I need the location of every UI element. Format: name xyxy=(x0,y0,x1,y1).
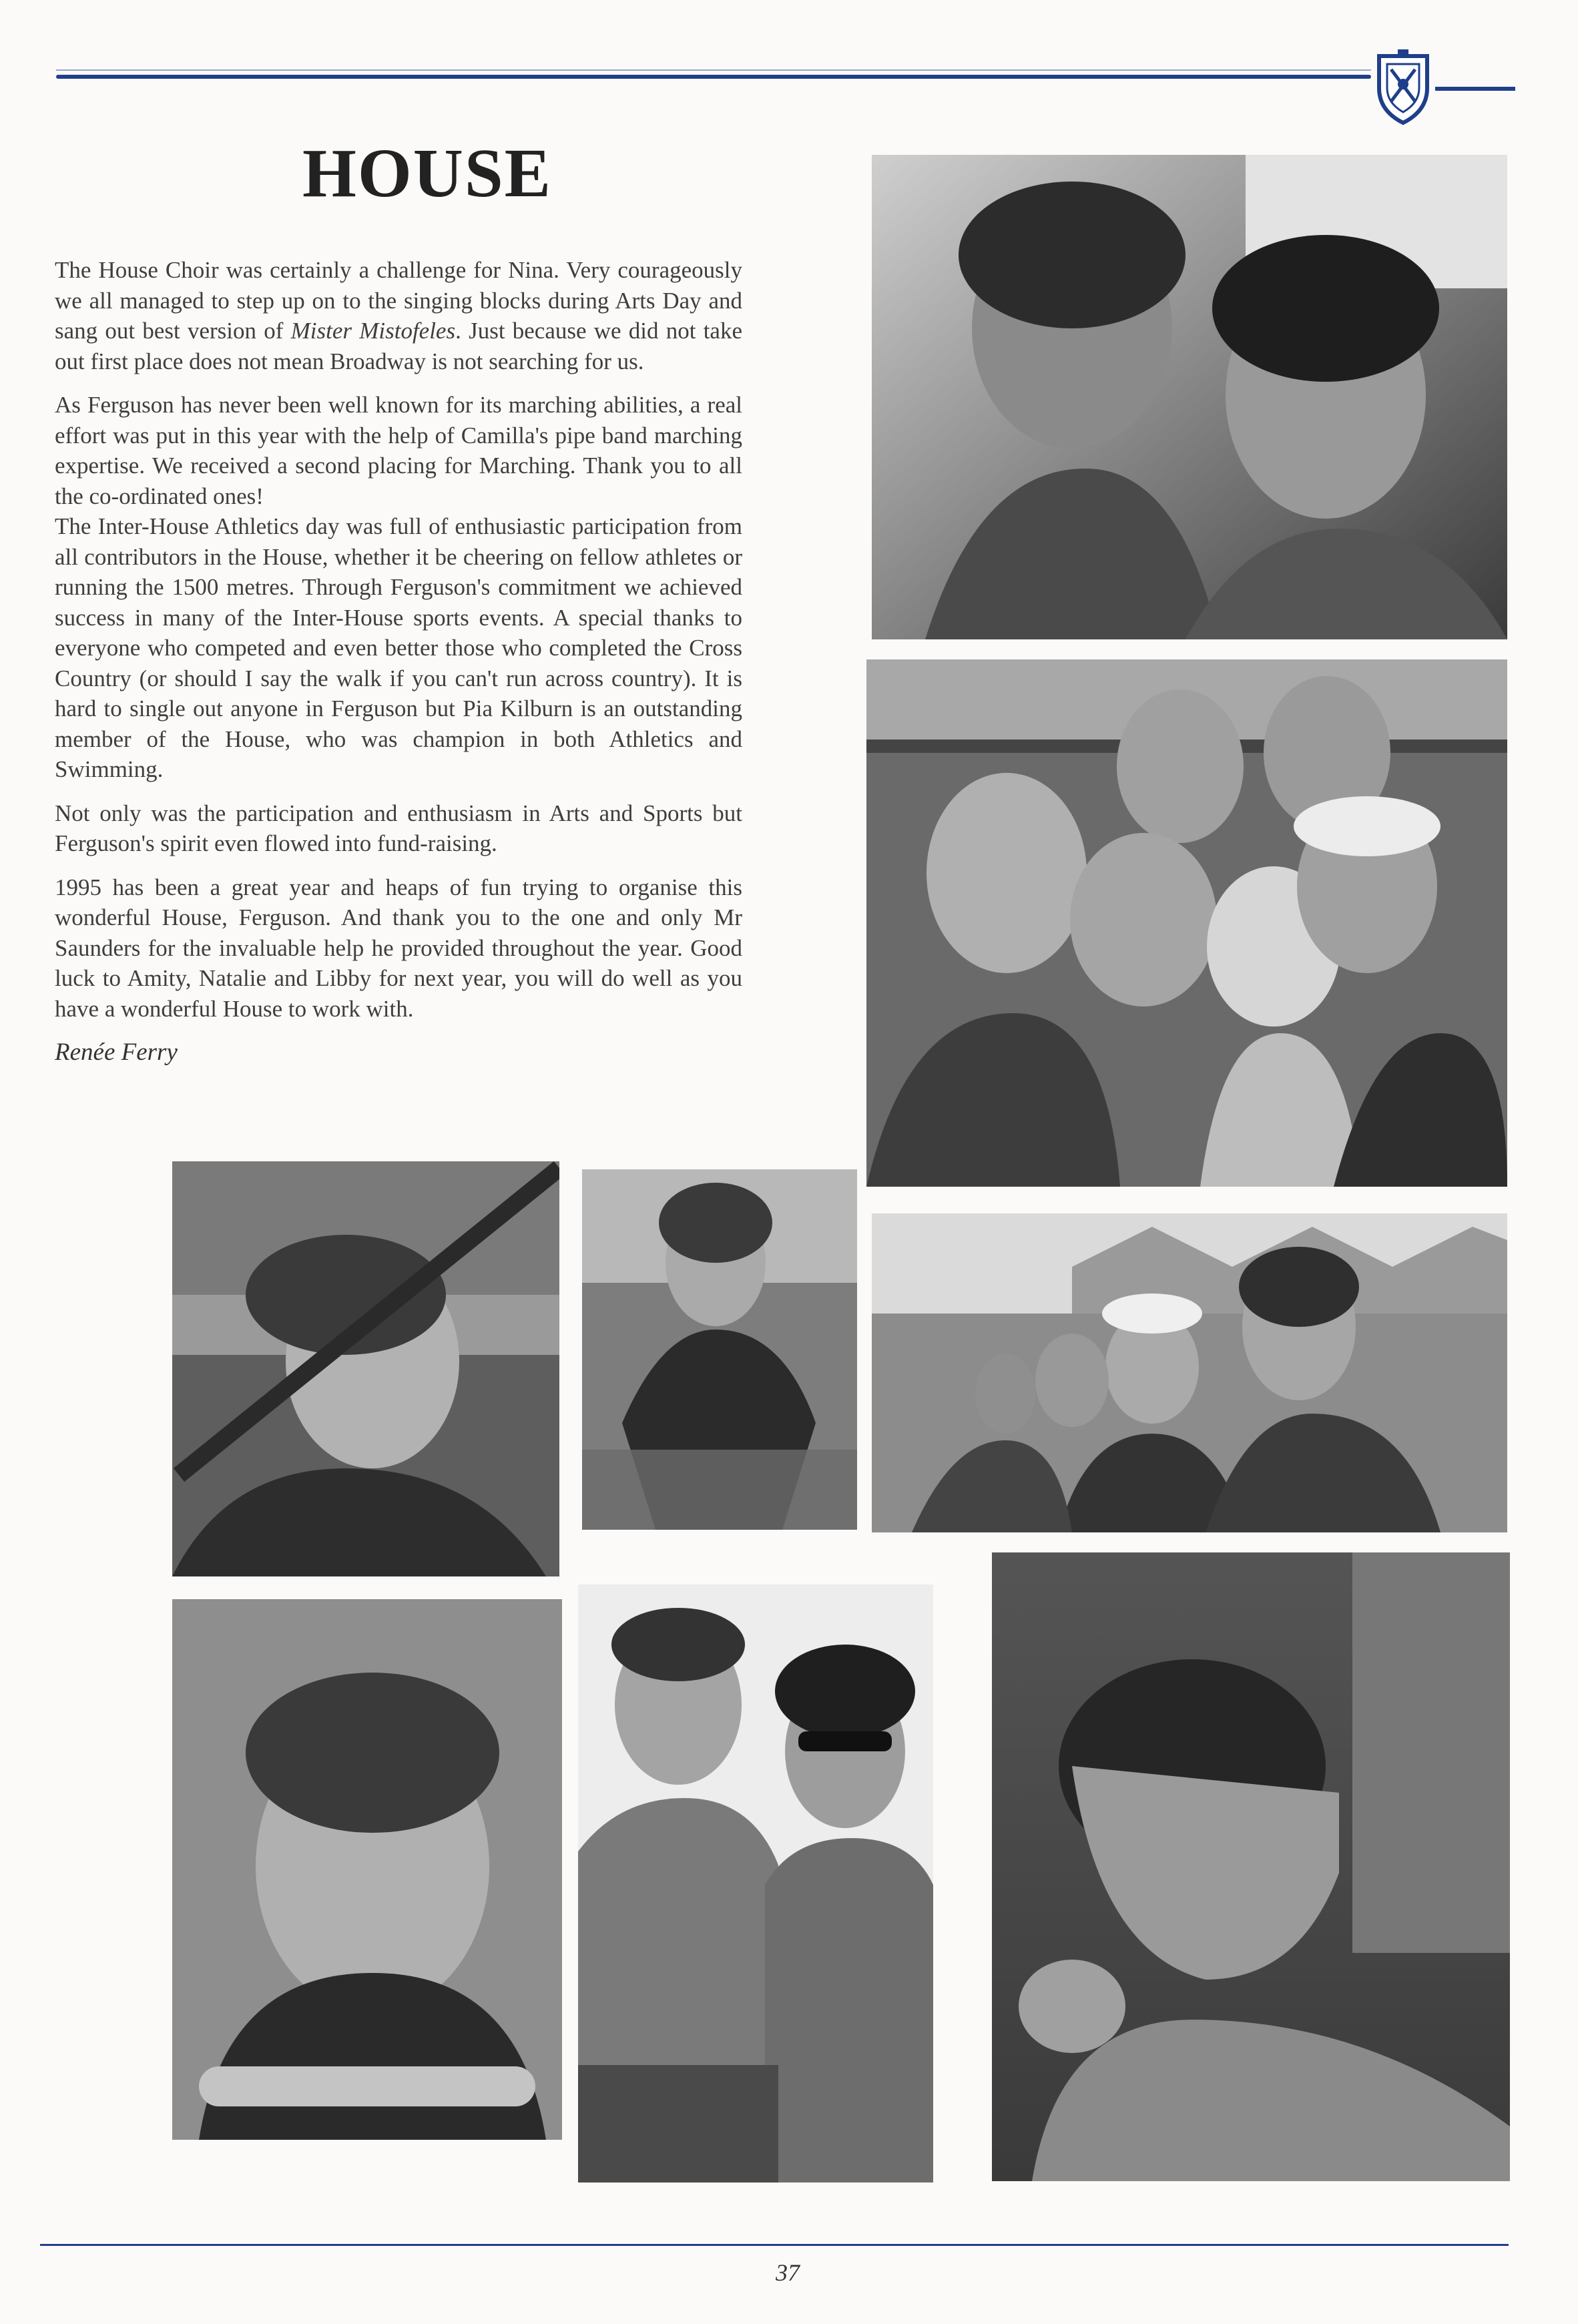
header-rule-right xyxy=(1435,87,1515,91)
photo-swimmer-closeup xyxy=(992,1552,1510,2181)
page-number: 37 xyxy=(776,2259,800,2286)
paragraph-marching: As Ferguson has never been well known for its marching abilities, a real effort was put in this year with the help of Camilla's pipe band marching expertise. We received a second placing for Marching. Thank you to all the co-ordinated ones! xyxy=(55,392,742,509)
paragraph-closing: 1995 has been a great year and heaps of fun trying to organise this wonderful House, Ferguson. And thank you to the one and only Mr Saunders for the invaluable help he provided throughout the year. Good luck to Amity, Natalie and Libby for next year, you will do well as you have a wonderful House to work with. xyxy=(55,874,742,1022)
photo-girl-in-pool xyxy=(582,1169,857,1530)
paragraph-fundraising: Not only was the participation and enthusiasm in Arts and Sports but Ferguson's spirit even flowed into fund-raising. xyxy=(55,800,742,856)
photo-javelin-thrower xyxy=(172,1161,559,1576)
photo-group-with-baby xyxy=(866,659,1507,1187)
photo-two-girls-sunglasses xyxy=(578,1584,933,2183)
photo-two-girls-smiling xyxy=(872,155,1507,639)
article-body xyxy=(55,255,742,1068)
song-title: Mister Mistofeles xyxy=(290,318,456,344)
photo-crowd-sports-day xyxy=(872,1213,1507,1532)
header-rule xyxy=(56,75,1371,79)
header-rule-thin xyxy=(56,69,1371,71)
paragraph-text: The House Choir was certainly a challenge for Nina. Very courageously we all managed to step up on to the singing blocks during Arts Day and sang out best version of xyxy=(55,257,742,344)
author-signature: Renée Ferry xyxy=(55,1039,178,1066)
page-title: HOUSE xyxy=(302,135,553,212)
paragraph-text: . Just because we did not take out first place does not mean Broadway is not searching for us. xyxy=(55,318,743,374)
footer-rule xyxy=(40,2244,1509,2246)
paragraph-athletics: The Inter-House Athletics day was full of enthusiastic participation from all contributors in the House, whether it be cheering on fellow athletes or running the 1500 metres. Through Ferguson's commitment we achieved success in many of the Inter-House sports events. A special thanks to everyone who competed and even better those who completed the Cross Country (or should I say the walk if you can't run across country). It is hard to single out anyone in Ferguson but Pia Kilburn is an outstanding member of the House, who was champion in both Athletics and Swimming. xyxy=(55,513,742,782)
paragraph-choir xyxy=(55,255,742,376)
school-crest-icon xyxy=(1374,49,1432,127)
photo-swimmer-with-cap xyxy=(172,1599,562,2140)
